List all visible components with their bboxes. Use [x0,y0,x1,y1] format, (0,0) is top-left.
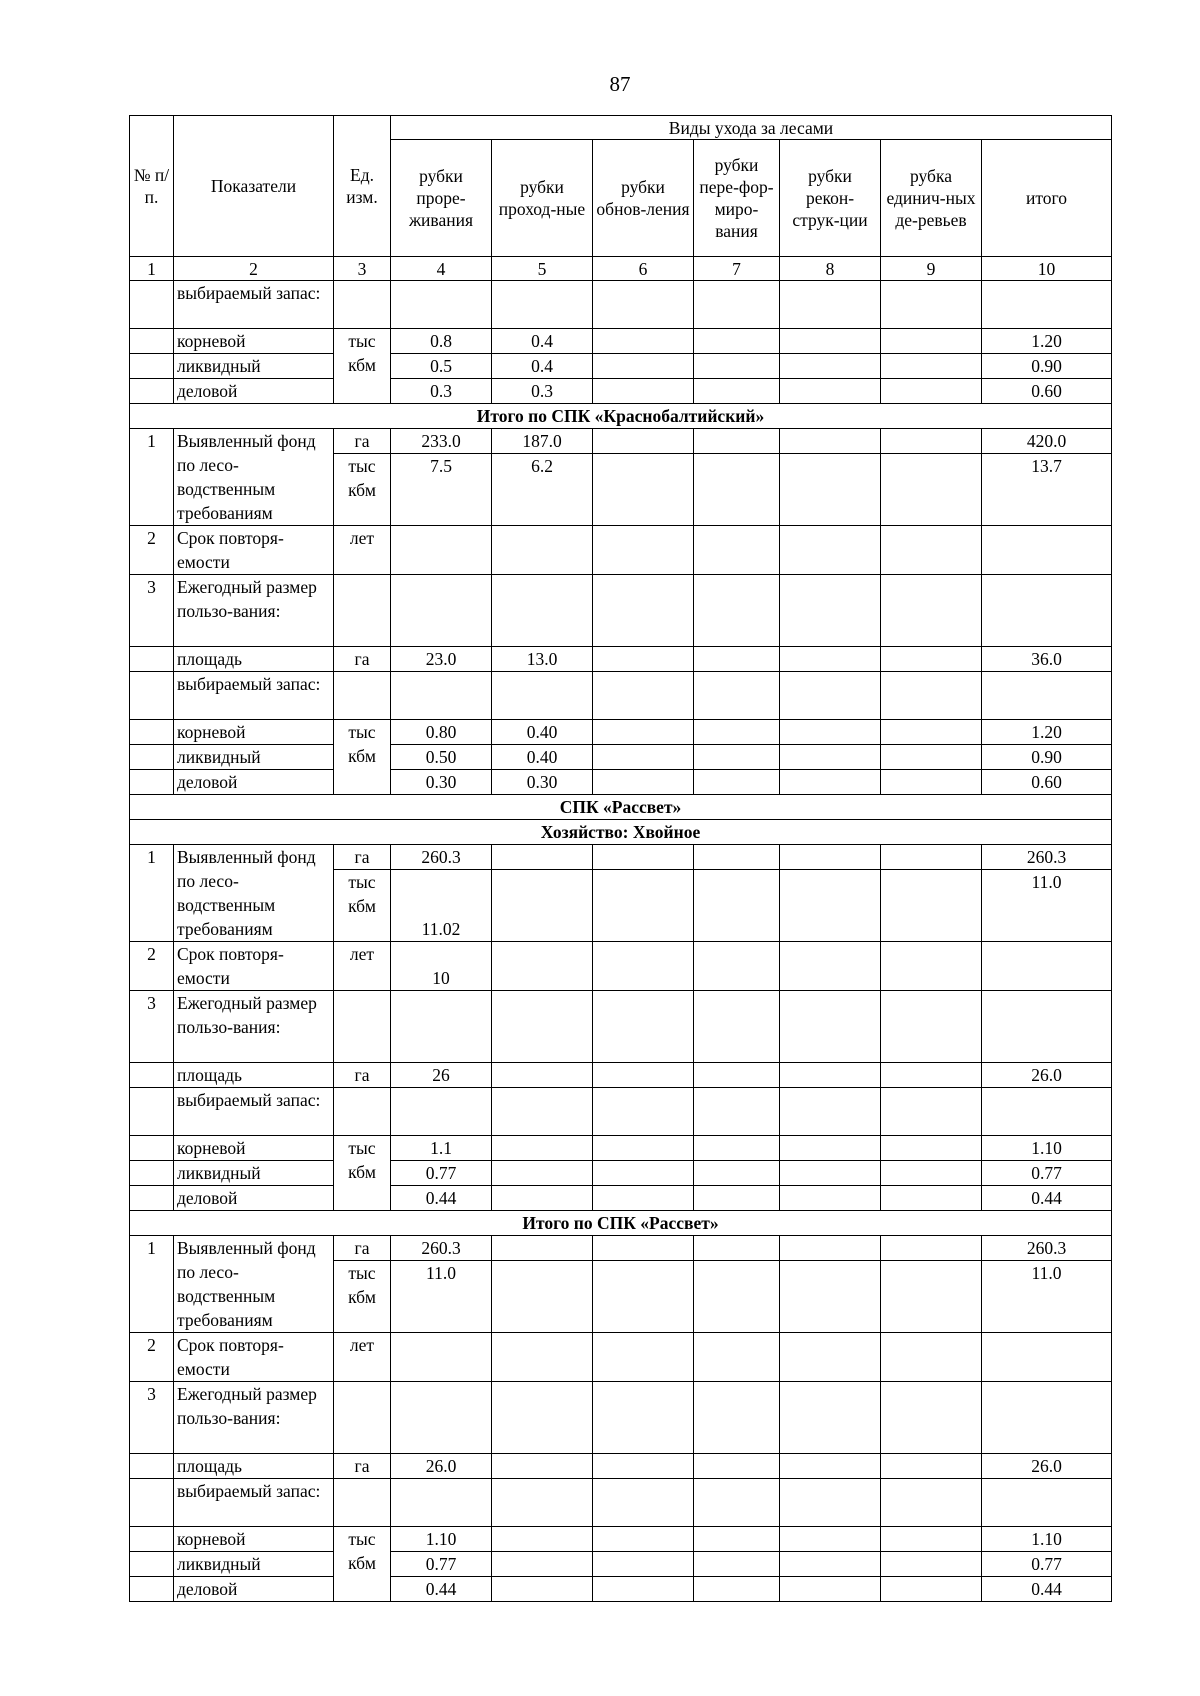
table-row [130,329,1112,354]
total-cell: 0.90 [982,354,1112,379]
row-label: выбираемый запас: [174,281,334,329]
row-label: Срок повторя-емости [174,942,334,991]
unit-cell: лет [334,942,391,991]
total-cell: 0.60 [982,379,1112,404]
row-label: деловой [174,1577,334,1602]
value-cell: 260.3 [391,845,492,870]
header-type-single-trees: рубка единич-ных де-ревьев [881,140,982,257]
table-row [130,770,1112,795]
total-cell: 1.20 [982,329,1112,354]
row-label: деловой [174,379,334,404]
table-row [130,991,1112,1063]
row-label: Ежегодный размер пользо-вания: [174,991,334,1063]
row-number: 3 [130,1382,174,1454]
row-label: Ежегодный размер пользо-вания: [174,575,334,647]
value-cell: 0.4 [492,354,593,379]
table-row [130,1236,1112,1261]
row-number: 3 [130,575,174,647]
value-cell: 11.0 [391,1261,492,1333]
row-label: Срок повторя-емости [174,526,334,575]
row-label: площадь [174,647,334,672]
value-cell [391,526,492,575]
table-row [130,1333,1112,1382]
unit-cell: тыс кбм [334,870,391,942]
row-number: 2 [130,526,174,575]
total-cell: 36.0 [982,647,1112,672]
unit-cell: тыс кбм [334,329,391,379]
total-cell: 0.90 [982,745,1112,770]
table-row [130,942,1112,991]
table-row [130,526,1112,575]
row-number: 1 [130,1236,174,1333]
value-cell: 0.80 [391,720,492,745]
section-title: Итого по СПК «Краснобалтийский» [130,404,1112,429]
header-type-passing: рубки проход-ные [492,140,593,257]
col-number: 1 [130,257,174,281]
col-number: 2 [174,257,334,281]
table-row [130,1577,1112,1602]
total-cell: 13.7 [982,454,1112,526]
value-cell: 10 [391,942,492,991]
row-label: деловой [174,770,334,795]
table-row [130,429,1112,454]
value-cell: 1.1 [391,1136,492,1161]
page-number: 87 [609,72,631,96]
unit-cell: га [334,647,391,672]
table-row [130,720,1112,745]
value-cell: 0.8 [391,329,492,354]
value-cell: 0.40 [492,745,593,770]
forest-care-table [129,115,1112,1602]
total-cell: 0.77 [982,1552,1112,1577]
total-cell: 1.10 [982,1136,1112,1161]
unit-cell: лет [334,1333,391,1382]
value-cell: 0.44 [391,1186,492,1211]
row-label: корневой [174,1136,334,1161]
row-label: ликвидный [174,1552,334,1577]
unit-cell: га [334,1236,391,1261]
value-cell: 26.0 [391,1454,492,1479]
table-row [130,1479,1112,1527]
value-cell: 233.0 [391,429,492,454]
table-row [130,845,1112,870]
unit-cell: тыс кбм [334,1136,391,1186]
col-number: 9 [881,257,982,281]
table-row [130,1527,1112,1552]
total-cell: 1.10 [982,1527,1112,1552]
unit-cell: тыс кбм [334,1261,391,1333]
table-row [130,379,1112,404]
header-indicator: Показатели [174,116,334,257]
row-number: 1 [130,429,174,526]
total-cell: 260.3 [982,1236,1112,1261]
row-label: деловой [174,1186,334,1211]
row-label: выбираемый запас: [174,1088,334,1136]
total-cell: 260.3 [982,845,1112,870]
row-label: ликвидный [174,745,334,770]
unit-cell: тыс кбм [334,720,391,770]
total-cell: 26.0 [982,1454,1112,1479]
unit-cell: тыс кбм [334,1527,391,1577]
total-cell: 0.44 [982,1186,1112,1211]
table-row [130,1186,1112,1211]
value-cell: 26 [391,1063,492,1088]
value-cell: 0.77 [391,1161,492,1186]
unit-cell: га [334,845,391,870]
unit-cell: тыс кбм [334,454,391,526]
value-cell: 260.3 [391,1236,492,1261]
row-label: Срок повторя-емости [174,1333,334,1382]
table-row [130,1063,1112,1088]
value-cell: 0.30 [391,770,492,795]
value-cell: 0.77 [391,1552,492,1577]
table-row [130,1161,1112,1186]
value-cell: 0.50 [391,745,492,770]
row-label: ликвидный [174,354,334,379]
table-row [130,745,1112,770]
total-cell: 11.0 [982,1261,1112,1333]
col-number: 8 [780,257,881,281]
row-label: Выявленный фонд по лесо-водственным требованиям [174,429,334,526]
row-number: 2 [130,1333,174,1382]
table-row [130,354,1112,379]
value-cell: 13.0 [492,647,593,672]
value-cell: 187.0 [492,429,593,454]
col-number: 4 [391,257,492,281]
section-subtitle: Хозяйство: Хвойное [130,820,1112,845]
value-cell: 7.5 [391,454,492,526]
value-cell: 1.10 [391,1527,492,1552]
table-row [130,281,1112,329]
header-unit: Ед. изм. [334,116,391,257]
unit-cell: га [334,1454,391,1479]
total-cell: 1.20 [982,720,1112,745]
column-numbers-row [130,257,1112,281]
row-number: 1 [130,845,174,942]
table-row [130,575,1112,647]
row-label: площадь [174,1063,334,1088]
col-number: 7 [694,257,780,281]
total-cell: 11.0 [982,870,1112,942]
total-cell: 0.44 [982,1577,1112,1602]
row-number: 2 [130,942,174,991]
unit-cell: га [334,1063,391,1088]
header-type-thinning: рубки проре-живания [391,140,492,257]
value-cell: 0.30 [492,770,593,795]
value-cell: 0.40 [492,720,593,745]
value-cell: 0.5 [391,354,492,379]
col-number: 6 [593,257,694,281]
row-label: Выявленный фонд по лесо-водственным требованиям [174,845,334,942]
table-row [130,1136,1112,1161]
row-label: корневой [174,1527,334,1552]
total-cell: 0.77 [982,1161,1112,1186]
value-cell: 0.3 [391,379,492,404]
row-label: ликвидный [174,1161,334,1186]
section-title: СПК «Рассвет» [130,795,1112,820]
unit-cell: лет [334,526,391,575]
value-cell: 6.2 [492,454,593,526]
table-row [130,1382,1112,1454]
header-num: № п/п. [130,116,174,257]
row-label: корневой [174,720,334,745]
header-group: Виды ухода за лесами [391,116,1112,140]
value-cell: 0.44 [391,1577,492,1602]
total-cell: 420.0 [982,429,1112,454]
col-number: 3 [334,257,391,281]
row-label: корневой [174,329,334,354]
col-number: 10 [982,257,1112,281]
header-type-reforming: рубки пере-фор-миро-вания [694,140,780,257]
total-cell: 26.0 [982,1063,1112,1088]
value-cell: 0.4 [492,329,593,354]
table-row [130,1454,1112,1479]
table-row [130,647,1112,672]
value-cell: 0.3 [492,379,593,404]
row-number: 3 [130,991,174,1063]
section-title: Итого по СПК «Рассвет» [130,1211,1112,1236]
header-type-reconstruction: рубки рекон-струк-ции [780,140,881,257]
header-type-renewal: рубки обнов-ления [593,140,694,257]
col-number: 5 [492,257,593,281]
header-type-total: итого [982,140,1112,257]
row-label: Выявленный фонд по лесо-водственным требованиям [174,1236,334,1333]
row-label: выбираемый запас: [174,1479,334,1527]
table-row [130,1088,1112,1136]
row-label: площадь [174,1454,334,1479]
total-cell: 0.60 [982,770,1112,795]
row-label: Ежегодный размер пользо-вания: [174,1382,334,1454]
row-label: выбираемый запас: [174,672,334,720]
value-cell: 11.02 [391,870,492,942]
unit-cell: га [334,429,391,454]
table-row [130,1552,1112,1577]
table-row [130,672,1112,720]
value-cell: 23.0 [391,647,492,672]
